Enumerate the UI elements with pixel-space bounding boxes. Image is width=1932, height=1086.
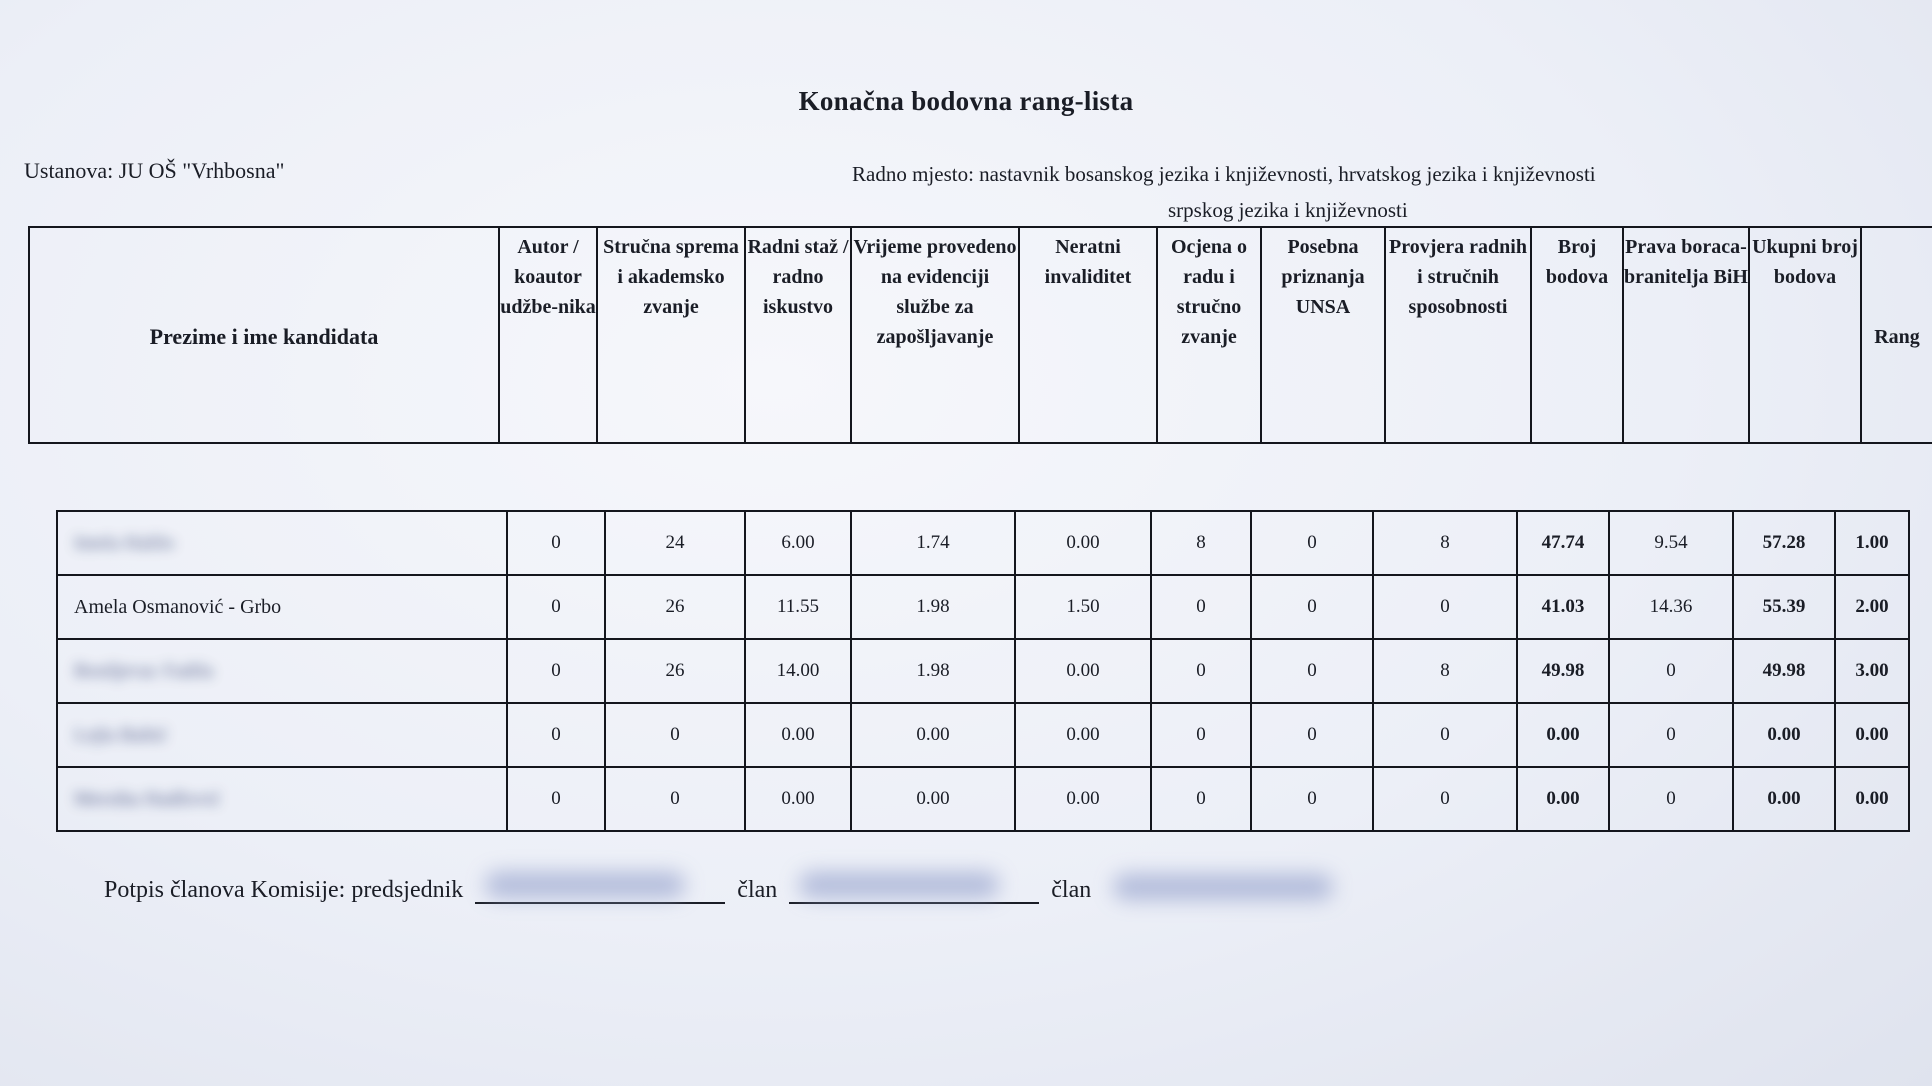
cell-borci: 0	[1609, 639, 1733, 703]
ranking-table-header	[28, 226, 1932, 444]
cell-autor: 0	[507, 767, 605, 831]
cell-ocjena: 0	[1151, 575, 1251, 639]
header-ukupno: Ukupni broj bodova	[1749, 227, 1861, 443]
cell-broj: 0.00	[1517, 703, 1609, 767]
cell-ocjena: 0	[1151, 639, 1251, 703]
cell-broj: 49.98	[1517, 639, 1609, 703]
header-priznanja: Posebna priznanja UNSA	[1261, 227, 1385, 443]
header-name: Prezime i ime kandidata	[29, 227, 499, 443]
cell-borci: 0	[1609, 767, 1733, 831]
cell-sprema: 26	[605, 575, 745, 639]
cell-invaliditet: 0.00	[1015, 703, 1151, 767]
cell-ukupno: 57.28	[1733, 511, 1835, 575]
cell-invaliditet: 1.50	[1015, 575, 1151, 639]
ranking-table-body	[56, 510, 1910, 832]
candidate-name-cell	[57, 703, 507, 767]
header-broj: Broj bodova	[1531, 227, 1623, 443]
header-autor: Autor / koautor udžbe-nika	[499, 227, 597, 443]
signature-line-member1	[789, 866, 1039, 904]
cell-rang: 3.00	[1835, 639, 1909, 703]
cell-ukupno: 0.00	[1733, 767, 1835, 831]
cell-ukupno: 49.98	[1733, 639, 1835, 703]
cell-provjera: 0	[1373, 703, 1517, 767]
cell-staz: 11.55	[745, 575, 851, 639]
cell-provjera: 8	[1373, 639, 1517, 703]
cell-autor: 0	[507, 703, 605, 767]
header-staz: Radni staž / radno iskustvo	[745, 227, 851, 443]
candidate-name: Amela Osmanović - Grbo	[74, 595, 282, 618]
candidate-name: Lejla Baltić	[74, 723, 168, 746]
cell-evidencija: 0.00	[851, 703, 1015, 767]
position-line-2: srpskog jezika i književnosti	[1168, 198, 1408, 222]
candidate-name-cell	[57, 767, 507, 831]
table-row	[57, 767, 1909, 831]
cell-evidencija: 1.74	[851, 511, 1015, 575]
document-title: Konačna bodovna rang-lista	[798, 86, 1134, 116]
cell-broj: 41.03	[1517, 575, 1609, 639]
cell-priznanja: 0	[1251, 703, 1373, 767]
cell-rang: 0.00	[1835, 703, 1909, 767]
cell-ocjena: 0	[1151, 703, 1251, 767]
cell-priznanja: 0	[1251, 767, 1373, 831]
cell-provjera: 0	[1373, 767, 1517, 831]
header-provjera: Provjera radnih i stručnih sposobnosti	[1385, 227, 1531, 443]
table-row	[57, 703, 1909, 767]
cell-priznanja: 0	[1251, 511, 1373, 575]
cell-autor: 0	[507, 639, 605, 703]
cell-staz: 14.00	[745, 639, 851, 703]
candidate-name: Bosiljevac Fadila	[74, 659, 214, 682]
cell-provjera: 8	[1373, 511, 1517, 575]
cell-broj: 47.74	[1517, 511, 1609, 575]
signature-section	[104, 866, 1359, 904]
cell-borci: 9.54	[1609, 511, 1733, 575]
header-rang: Rang	[1861, 227, 1932, 443]
member1-label: član	[737, 877, 778, 903]
cell-borci: 0	[1609, 703, 1733, 767]
signature-line-president	[475, 866, 725, 904]
cell-invaliditet: 0.00	[1015, 767, 1151, 831]
cell-autor: 0	[507, 575, 605, 639]
header-sprema: Stručna sprema i akademsko zvanje	[597, 227, 745, 443]
header-borci: Prava boraca-branitelja BiH	[1623, 227, 1749, 443]
table-row	[57, 511, 1909, 575]
header-ocjena: Ocjena o radu i stručno zvanje	[1157, 227, 1261, 443]
cell-broj: 0.00	[1517, 767, 1609, 831]
cell-invaliditet: 0.00	[1015, 639, 1151, 703]
cell-sprema: 26	[605, 639, 745, 703]
cell-ocjena: 8	[1151, 511, 1251, 575]
member2-label: član	[1051, 877, 1092, 903]
cell-priznanja: 0	[1251, 639, 1373, 703]
cell-sprema: 0	[605, 703, 745, 767]
candidate-name-cell	[57, 639, 507, 703]
cell-evidencija: 1.98	[851, 575, 1015, 639]
table-row	[57, 575, 1909, 639]
cell-ukupno: 0.00	[1733, 703, 1835, 767]
cell-invaliditet: 0.00	[1015, 511, 1151, 575]
header-evidencija: Vrijeme provedeno na evidenciji službe za zapošljavanje	[851, 227, 1019, 443]
cell-rang: 2.00	[1835, 575, 1909, 639]
signature-label: Potpis članova Komisije: predsjednik	[104, 877, 464, 903]
cell-sprema: 24	[605, 511, 745, 575]
cell-evidencija: 1.98	[851, 639, 1015, 703]
cell-sprema: 0	[605, 767, 745, 831]
candidate-name-cell	[57, 575, 507, 639]
signature-line-member2	[1103, 868, 1353, 904]
candidate-name-cell	[57, 511, 507, 575]
cell-ocjena: 0	[1151, 767, 1251, 831]
candidate-name: Mersiha Hadžović	[74, 787, 222, 810]
cell-autor: 0	[507, 511, 605, 575]
candidate-name: Imela Halilo	[74, 531, 175, 554]
cell-rang: 0.00	[1835, 767, 1909, 831]
cell-staz: 0.00	[745, 703, 851, 767]
cell-priznanja: 0	[1251, 575, 1373, 639]
cell-evidencija: 0.00	[851, 767, 1015, 831]
cell-staz: 6.00	[745, 511, 851, 575]
cell-provjera: 0	[1373, 575, 1517, 639]
cell-borci: 14.36	[1609, 575, 1733, 639]
cell-rang: 1.00	[1835, 511, 1909, 575]
header-invaliditet: Neratni invaliditet	[1019, 227, 1157, 443]
cell-staz: 0.00	[745, 767, 851, 831]
cell-ukupno: 55.39	[1733, 575, 1835, 639]
position-line-1: Radno mjesto: nastavnik bosanskog jezika i književnosti, hrvatskog jezika i književnosti	[852, 162, 1596, 186]
institution-label: Ustanova: JU OŠ "Vrhbosna"	[24, 158, 285, 183]
table-row	[57, 639, 1909, 703]
